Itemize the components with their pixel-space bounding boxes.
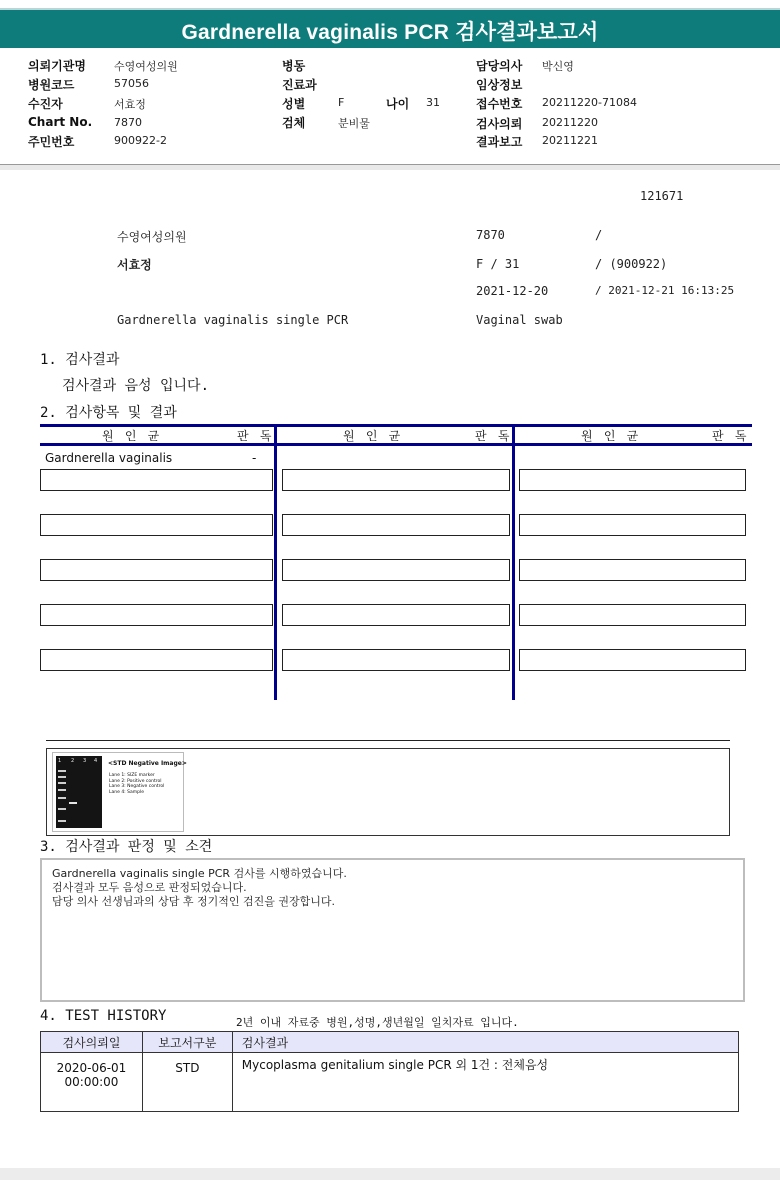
grid-col-divider-1 — [274, 424, 277, 700]
opinion-line: Gardnerella vaginalis single PCR 검사를 시행하였습니다. — [52, 867, 347, 880]
history-header-row — [41, 1032, 739, 1053]
opinion-box — [40, 858, 745, 1002]
grid-col-divider-2 — [512, 424, 515, 700]
history-result: Mycoplasma genitalium single PCR 외 1건 : 전체음성 — [232, 1053, 738, 1112]
result-cell — [519, 649, 746, 671]
receipt-no-label: 접수번호 — [476, 97, 523, 111]
result-cell — [282, 514, 510, 536]
info-chart-sep: / — [595, 228, 603, 242]
section4-heading: 4. TEST HISTORY — [40, 1008, 167, 1024]
gel-lane-label: Lane 3: Negative control — [109, 784, 165, 789]
lane-number: 4 — [94, 758, 98, 764]
specimen-value: 분비물 — [338, 117, 370, 130]
department-label: 진료과 — [282, 78, 317, 92]
info-report-datetime: / 2021-12-21 16:13:25 — [595, 284, 735, 297]
result-cell — [519, 514, 746, 536]
lane-number: 1 — [58, 758, 62, 764]
doctor-label: 담당의사 — [476, 59, 523, 73]
gel-band — [58, 797, 66, 799]
info-specimen: Vaginal swab — [476, 313, 563, 327]
history-table — [40, 1031, 739, 1112]
chart-no-label: Chart No. — [28, 115, 93, 129]
age-value: 31 — [426, 96, 440, 109]
report-date-value: 20211221 — [542, 134, 598, 147]
result-pathogen: Gardnerella vaginalis — [45, 451, 173, 465]
receipt-no-value: 20211220-71084 — [542, 96, 637, 109]
col2-pathogen-header: 원 인 균 — [343, 429, 403, 443]
gel-lane-label: Lane 4: Sample — [109, 789, 144, 795]
hospital-code-value: 57056 — [114, 77, 149, 90]
resident-no-value: 900922-2 — [114, 134, 167, 147]
info-institution: 수영여성의원 — [117, 230, 187, 244]
header-divider-shade — [0, 165, 780, 170]
sex-label: 성별 — [282, 97, 306, 111]
result-cell — [282, 469, 510, 491]
report-date-label: 결과보고 — [476, 135, 523, 149]
result-cell — [40, 514, 273, 536]
history-col-result: 검사결과 — [232, 1032, 738, 1053]
result-cell — [519, 604, 746, 626]
lane-number: 3 — [83, 758, 87, 764]
info-birth: / (900922) — [595, 257, 668, 271]
gel-image-card — [52, 752, 187, 832]
institution-value: 수영여성의원 — [114, 60, 178, 73]
section1-result: 검사결과 음성 입니다. — [62, 378, 210, 394]
specimen-id: 121671 — [640, 189, 684, 203]
result-cell — [519, 559, 746, 581]
info-sex-age: F / 31 — [476, 257, 520, 271]
sex-value: F — [338, 96, 345, 109]
col3-judgement-header: 판 독 — [712, 429, 749, 443]
result-cell — [282, 649, 510, 671]
doctor-value: 박신영 — [542, 60, 574, 73]
gel-title: <STD Negative Image> — [108, 760, 187, 767]
hospital-code-label: 병원코드 — [28, 78, 75, 92]
history-time: 00:00:00 — [64, 1075, 119, 1089]
section3-heading: 3. 검사결과 판정 및 소견 — [40, 839, 213, 855]
request-date-value: 20211220 — [542, 116, 598, 129]
report-title: Gardnerella vaginalis PCR 검사결과보고서 — [181, 21, 599, 44]
gel-band — [58, 820, 66, 822]
lane-number: 2 — [71, 758, 75, 764]
gel-lane-legend — [109, 773, 164, 795]
history-col-date: 검사의뢰일 — [41, 1032, 143, 1053]
gel-top-rule — [46, 740, 730, 741]
specimen-label: 검체 — [282, 116, 306, 130]
opinion-line: 담당 의사 선생님과의 상담 후 정기적인 검진을 권장합니다. — [52, 895, 335, 908]
gel-band — [58, 776, 66, 778]
gel-lane-label: Lane 2: Positive control — [109, 778, 162, 784]
gel-band — [69, 802, 77, 804]
result-cell — [40, 649, 273, 671]
table-row — [41, 1053, 739, 1112]
gel-band — [58, 808, 66, 810]
result-cell — [40, 559, 273, 581]
gel-band — [58, 789, 66, 791]
institution-label: 의뢰기관명 — [28, 59, 86, 73]
history-type: STD — [142, 1053, 232, 1112]
ward-label: 병동 — [282, 59, 306, 73]
result-cell — [282, 604, 510, 626]
age-label: 나이 — [386, 97, 410, 111]
col1-judgement-header: 판 독 — [237, 429, 274, 443]
info-request-date: 2021-12-20 — [476, 284, 549, 298]
gel-lane-label: Lane 1: SIZE marker — [109, 773, 155, 778]
report-title-bar — [0, 8, 780, 48]
info-test-name: Gardnerella vaginalis single PCR — [117, 313, 349, 327]
result-cell — [40, 604, 273, 626]
result-cell — [519, 469, 746, 491]
request-date-label: 검사의뢰 — [476, 117, 523, 131]
result-cell — [40, 469, 273, 491]
opinion-line: 검사결과 모두 음성으로 판정되었습니다. — [52, 881, 247, 894]
info-chart-no: 7870 — [476, 228, 505, 242]
col3-pathogen-header: 원 인 균 — [581, 429, 641, 443]
history-note: 2년 이내 자료중 병원,성명,생년월일 일치자료 입니다. — [236, 1016, 519, 1029]
history-date-cell — [41, 1053, 143, 1112]
footer-band — [0, 1168, 780, 1180]
chart-no-value: 7870 — [114, 116, 142, 129]
gel-band — [58, 770, 66, 772]
resident-no-label: 주민번호 — [28, 135, 75, 149]
info-patient: 서효정 — [117, 258, 152, 272]
col1-pathogen-header: 원 인 균 — [102, 429, 162, 443]
clinical-info-label: 임상정보 — [476, 78, 523, 92]
gel-electrophoresis-image — [56, 756, 102, 828]
history-col-type: 보고서구분 — [142, 1032, 232, 1053]
result-cell — [282, 559, 510, 581]
section2-heading: 2. 검사항목 및 결과 — [40, 405, 177, 421]
section1-heading: 1. 검사결과 — [40, 352, 120, 368]
patient-value: 서효정 — [114, 98, 146, 111]
result-judgement: - — [252, 451, 257, 465]
col2-judgement-header: 판 독 — [475, 429, 512, 443]
patient-label: 수진자 — [28, 97, 63, 111]
history-date: 2020-06-01 — [56, 1061, 127, 1075]
gel-band — [58, 782, 66, 784]
